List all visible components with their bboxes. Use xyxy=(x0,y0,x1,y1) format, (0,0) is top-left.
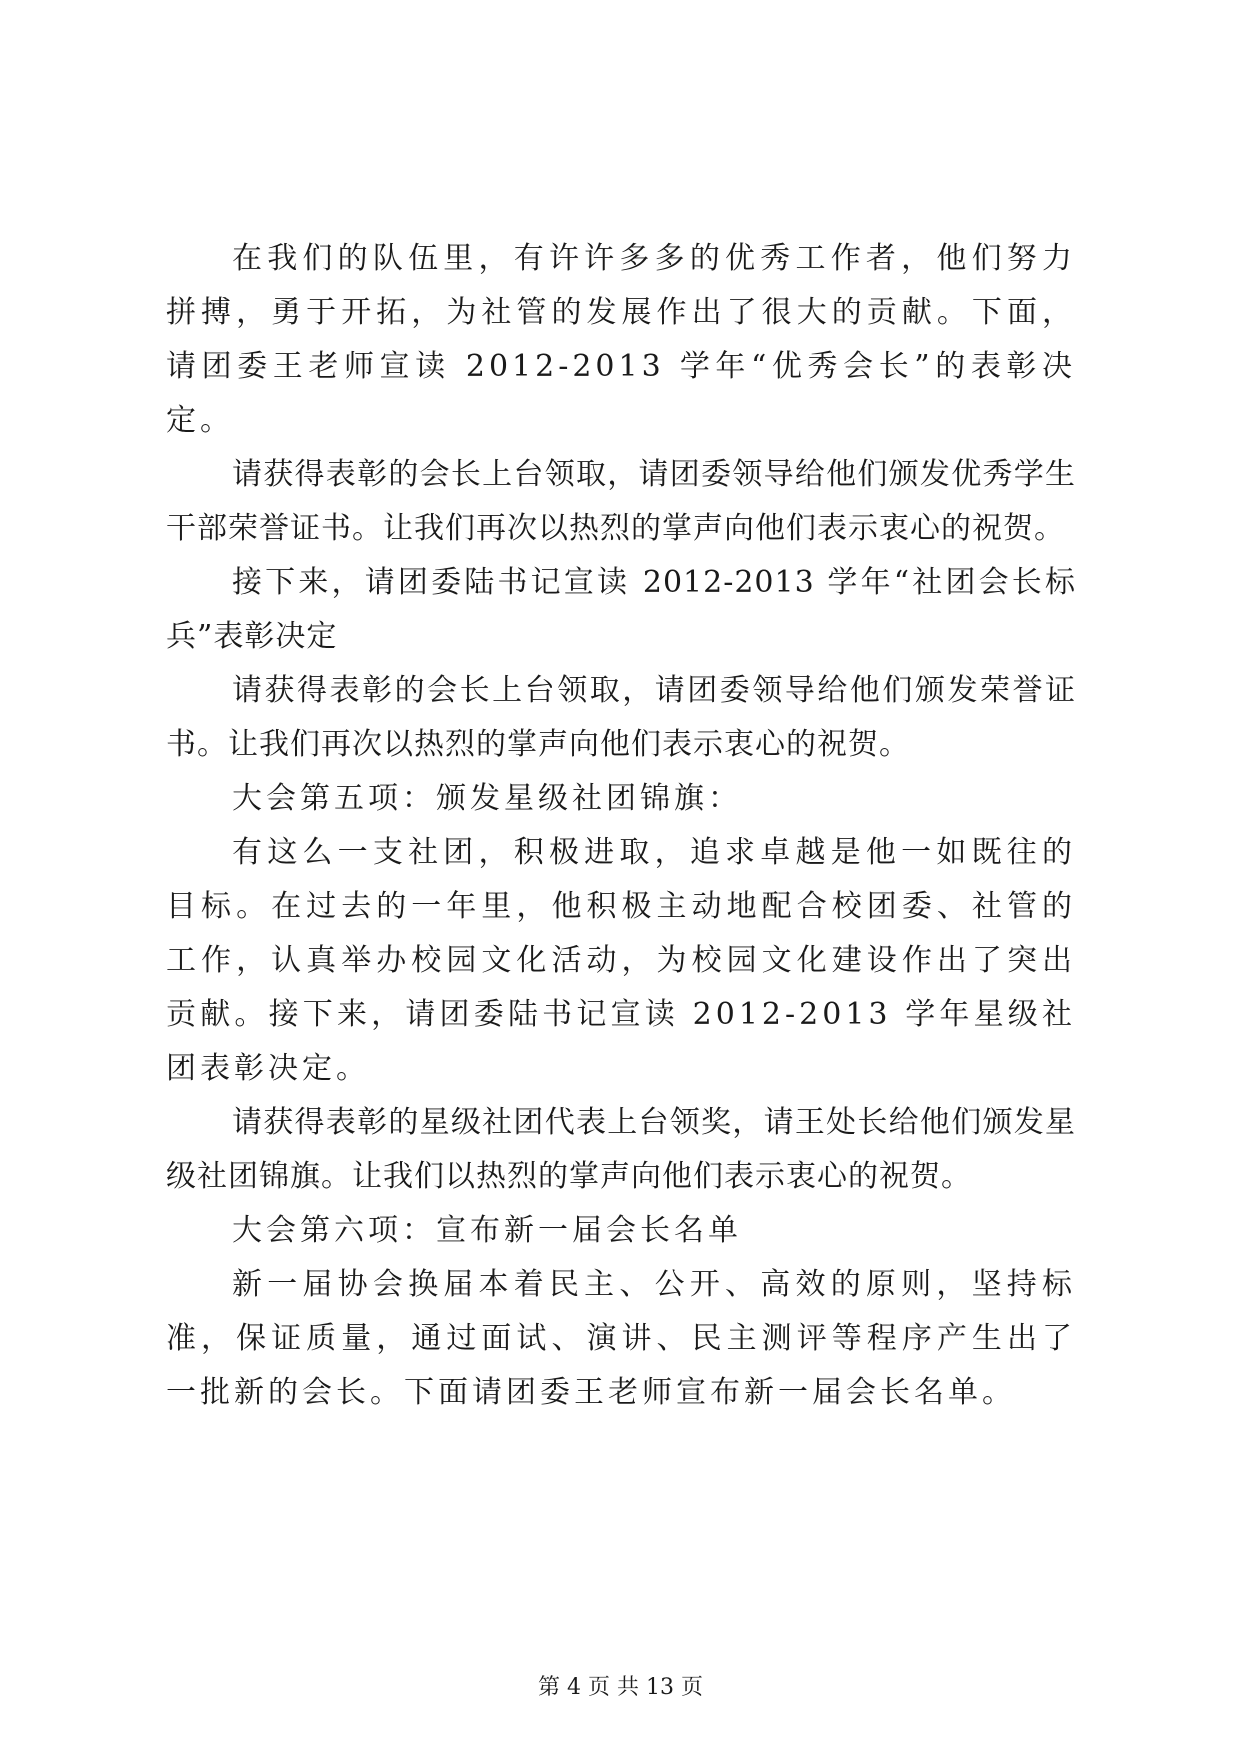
paragraph-new-presidents: 新一届协会换届本着民主、公开、高效的原则，坚持标准，保证质量，通过面试、演讲、民主测评等程序产生出了一批新的会长。下面请团委王老师宣布新一届会长名单。 xyxy=(166,1267,1076,1410)
paragraph-honor-certificates: 请获得表彰的会长上台领取，请团委领导给他们颁发荣誉证书。让我们再次以热烈的掌声向他们表示衷心的祝贺。 xyxy=(166,673,1076,762)
page-number-footer: 第 4 页 共 13 页 xyxy=(538,1675,703,1700)
document-body xyxy=(166,232,1076,1420)
paragraph-excellent-presidents: 在我们的队伍里，有许许多多的优秀工作者，他们努力拼搏，勇于开拓，为社管的发展作出了很大的贡献。下面，请团委王老师宣读 2012-2013 学年“优秀会长”的表彰决定。 xyxy=(166,241,1076,438)
paragraph-award-certificates: 请获得表彰的会长上台领取，请团委领导给他们颁发优秀学生干部荣誉证书。让我们再次以热烈的掌声向他们表示衷心的祝贺。 xyxy=(166,457,1076,546)
heading-item-six: 大会第六项：宣布新一届会长名单 xyxy=(232,1213,742,1248)
paragraph-model-presidents: 接下来，请团委陆书记宣读 2012-2013 学年“社团会长标兵”表彰决定 xyxy=(166,565,1076,654)
paragraph-star-club-award: 请获得表彰的星级社团代表上台领奖，请王处长给他们颁发星级社团锦旗。让我们以热烈的掌声向他们表示衷心的祝贺。 xyxy=(166,1105,1076,1194)
paragraph-star-club: 有这么一支社团，积极进取，追求卓越是他一如既往的目标。在过去的一年里，他积极主动地配合校团委、社管的工作，认真举办校园文化活动，为校园文化建设作出了突出贡献。接下来，请团委陆书记宣读 2012-2013 学年星级社团表彰决定。 xyxy=(166,835,1076,1086)
heading-item-five: 大会第五项：颁发星级社团锦旗： xyxy=(232,781,742,816)
